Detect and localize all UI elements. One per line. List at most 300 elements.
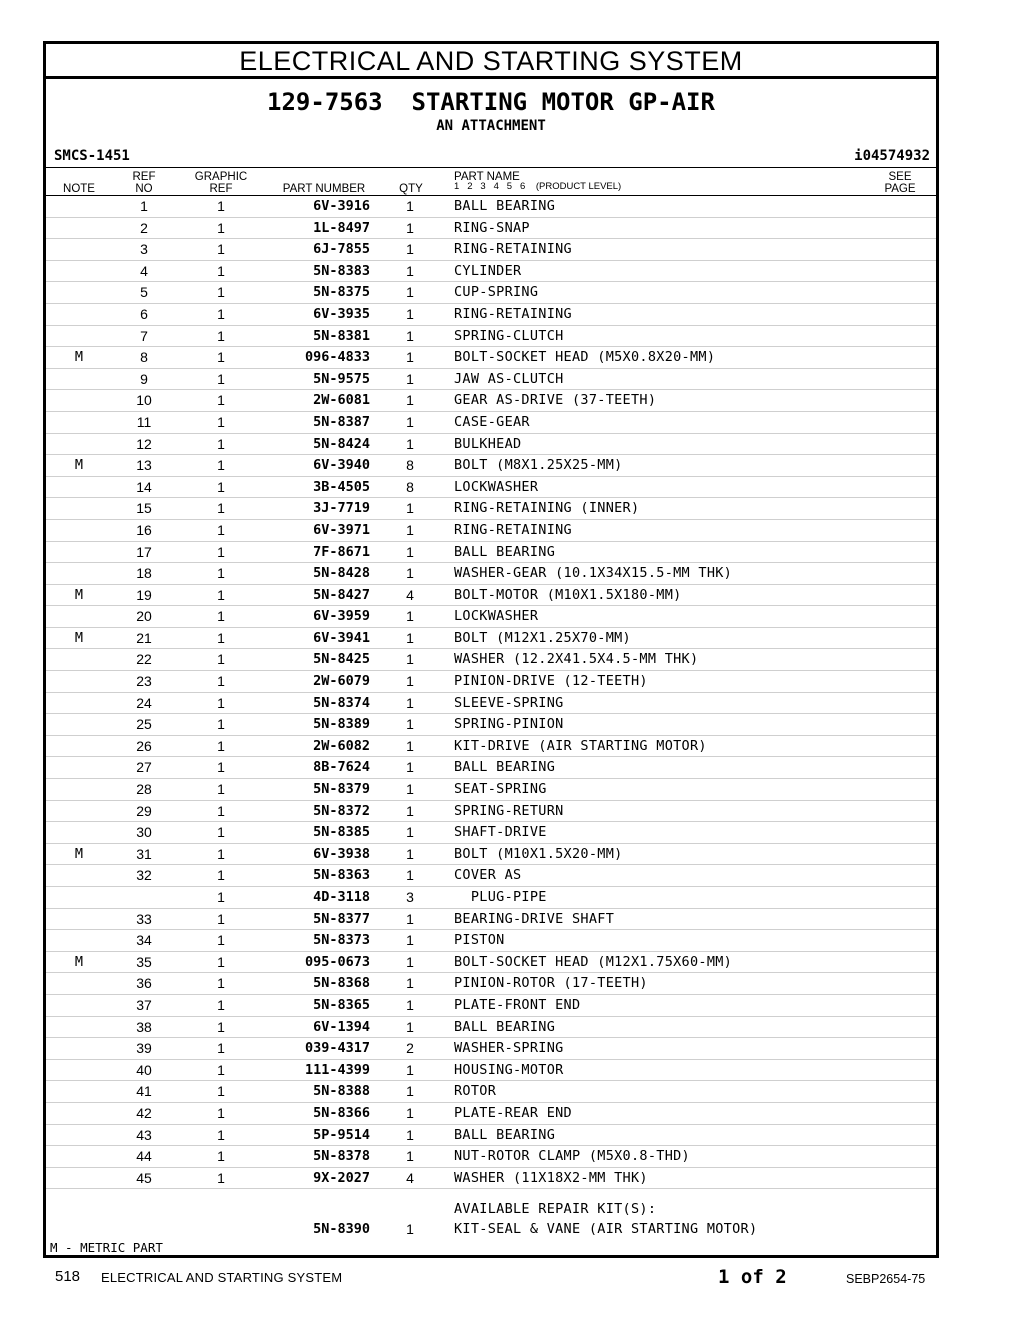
quantity-cell: 1: [406, 651, 414, 668]
part-number-cell: 5N-8368: [313, 975, 370, 992]
quantity-cell: 1: [406, 975, 414, 992]
quantity-cell: 1: [406, 716, 414, 733]
table-row: [46, 821, 936, 843]
table-row: [46, 1102, 936, 1124]
quantity-cell: 1: [406, 673, 414, 690]
part-name-cell: SPRING-RETURN: [454, 802, 564, 819]
col-part-number: PART NUMBER: [282, 183, 366, 195]
part-number-cell: 096-4833: [304, 349, 370, 366]
part-name-cell: PLATE-FRONT END: [454, 996, 581, 1013]
table-row: [46, 519, 936, 541]
quantity-cell: 1: [406, 241, 414, 258]
graphic-ref-cell: 1: [217, 781, 225, 798]
table-row: [46, 584, 936, 606]
part-name-cell: BOLT-MOTOR (M10X1.5X180-MM): [454, 586, 682, 603]
graphic-ref-cell: 1: [217, 824, 225, 841]
ref-number-cell: 21: [136, 629, 152, 646]
quantity-cell: 1: [406, 737, 414, 754]
quantity-cell: 1: [406, 1018, 414, 1035]
quantity-cell: 1: [406, 1083, 414, 1100]
footer-page-of: 1 of 2: [718, 1266, 787, 1288]
quantity-cell: 1: [406, 262, 414, 279]
ref-number-cell: 28: [136, 781, 152, 798]
part-number-cell: 5N-8379: [313, 781, 370, 798]
table-row: [46, 281, 936, 303]
ref-number-cell: 15: [136, 500, 152, 517]
part-number-cell: 5N-8377: [313, 910, 370, 927]
table-row: [46, 411, 936, 433]
col-graphic-ref-line2: REF: [209, 183, 233, 195]
part-name-cell: RING-SNAP: [454, 219, 530, 236]
parts-table: [46, 195, 936, 1241]
part-name-cell: BALL BEARING: [454, 198, 556, 214]
quantity-cell: 1: [406, 1148, 414, 1165]
spacer-row: [46, 1188, 936, 1199]
ref-number-cell: 2: [140, 219, 148, 236]
part-name-cell: BALL BEARING: [454, 759, 556, 776]
part-name-cell: BOLT (M12X1.25X70-MM): [454, 629, 631, 646]
part-name-cell: GEAR AS-DRIVE (37-TEETH): [454, 392, 657, 409]
table-row: [46, 713, 936, 735]
part-name-cell: SEAT-SPRING: [454, 781, 547, 798]
table-row: [46, 346, 936, 368]
ref-number-cell: 24: [136, 694, 152, 711]
part-number-cell: 039-4317: [304, 1040, 370, 1057]
part-name-cell: SPRING-PINION: [454, 716, 564, 733]
table-row: [46, 1145, 936, 1167]
graphic-ref-cell: 1: [217, 759, 225, 776]
quantity-cell: 1: [406, 349, 414, 366]
part-name-cell: RING-RETAINING (INNER): [454, 500, 640, 517]
smcs-code: SMCS-1451: [54, 148, 130, 164]
part-number-cell: 6J-7855: [313, 241, 370, 258]
ref-number-cell: 12: [136, 435, 152, 452]
graphic-ref-cell: 1: [217, 392, 225, 409]
table-row: [46, 476, 936, 498]
table-row: [46, 929, 936, 951]
ref-number-cell: 20: [136, 608, 152, 625]
ref-number-cell: 37: [136, 996, 152, 1013]
quantity-cell: 1: [406, 932, 414, 949]
part-number-cell: 5N-8424: [313, 435, 370, 452]
ref-number-cell: 9: [140, 370, 148, 387]
part-name-cell: BOLT (M8X1.25X25-MM): [454, 457, 623, 474]
part-name-cell: WASHER-SPRING: [454, 1040, 564, 1057]
graphic-ref-cell: 1: [217, 241, 225, 258]
table-row: [46, 886, 936, 908]
part-number-cell: 5N-8378: [313, 1148, 370, 1165]
repair-kit-row: [46, 1219, 936, 1241]
col-ref-line1: REF: [132, 171, 156, 183]
graphic-ref-cell: 1: [217, 198, 225, 214]
quantity-cell: 1: [406, 608, 414, 625]
graphic-ref-cell: 1: [217, 889, 225, 905]
ref-number-cell: 30: [136, 824, 152, 841]
footer-document-number: SEBP2654-75: [846, 1272, 926, 1286]
table-row: [46, 692, 936, 714]
graphic-ref-cell: 1: [217, 608, 225, 625]
quantity-cell: 1: [406, 413, 414, 430]
table-row: [46, 325, 936, 347]
header-divider: [46, 167, 936, 168]
part-name-cell: KIT-DRIVE (AIR STARTING MOTOR): [454, 737, 707, 754]
ref-number-cell: 16: [136, 521, 152, 538]
part-number-cell: 6V-1394: [313, 1018, 370, 1035]
quantity-cell: 1: [406, 629, 414, 646]
ref-number-cell: 13: [136, 457, 152, 474]
quantity-cell: 1: [406, 867, 414, 884]
ref-number-cell: 26: [136, 737, 152, 754]
part-name-cell: WASHER-GEAR (10.1X34X15.5-MM THK): [454, 565, 733, 582]
graphic-ref-cell: 1: [217, 1126, 225, 1143]
part-number-cell: 5N-8366: [313, 1104, 370, 1121]
part-name-cell: BOLT-SOCKET HEAD (M12X1.75X60-MM): [454, 953, 733, 970]
ref-number-cell: 6: [140, 305, 148, 322]
col-see-page-line1: SEE: [888, 171, 912, 183]
ref-number-cell: 43: [136, 1126, 152, 1143]
part-name-cell: PINION-DRIVE (12-TEETH): [454, 673, 648, 690]
part-name-cell: WASHER (11X18X2-MM THK): [454, 1169, 648, 1186]
quantity-cell: 1: [406, 781, 414, 798]
ref-number-cell: 34: [136, 932, 152, 949]
part-number-cell: 6V-3971: [313, 521, 370, 538]
quantity-cell: 1: [406, 802, 414, 819]
part-name-cell: BULKHEAD: [454, 435, 522, 452]
ref-number-cell: 25: [136, 716, 152, 733]
part-number-cell: 5N-8385: [313, 824, 370, 841]
graphic-ref-cell: 1: [217, 370, 225, 387]
graphic-ref-cell: 1: [217, 867, 225, 884]
graphic-ref-cell: 1: [217, 565, 225, 582]
table-row: [46, 1037, 936, 1059]
part-number-cell: 6V-3941: [313, 629, 370, 646]
part-number-cell: 5N-8425: [313, 651, 370, 668]
quantity-cell: 1: [406, 1061, 414, 1078]
part-number-cell: 6V-3959: [313, 608, 370, 625]
quantity-cell: 1: [406, 543, 414, 560]
part-name-cell: PINION-ROTOR (17-TEETH): [454, 975, 648, 992]
note-cell: M: [74, 586, 84, 603]
part-number-cell: 9X-2027: [313, 1169, 370, 1186]
graphic-ref-cell: 1: [217, 543, 225, 560]
graphic-ref-cell: 1: [217, 910, 225, 927]
table-row: [46, 864, 936, 886]
quantity-cell: 2: [406, 1040, 414, 1057]
graphic-ref-cell: 1: [217, 586, 225, 603]
graphic-ref-cell: 1: [217, 802, 225, 819]
part-number-cell: 5N-8365: [313, 996, 370, 1013]
part-name-cell: CUP-SPRING: [454, 284, 539, 301]
quantity-cell: 1: [406, 694, 414, 711]
graphic-ref-cell: 1: [217, 478, 225, 495]
col-product-levels: 1 2 3 4 5 6 (PRODUCT LEVEL): [454, 181, 622, 192]
graphic-ref-cell: 1: [217, 349, 225, 366]
part-name-cell: SPRING-CLUTCH: [454, 327, 564, 344]
ref-number-cell: 29: [136, 802, 152, 819]
part-name-cell: COVER AS: [454, 867, 522, 884]
part-number-cell: 5N-8374: [313, 694, 370, 711]
col-note: NOTE: [63, 183, 95, 195]
ref-number-cell: 19: [136, 586, 152, 603]
part-name-cell: LOCKWASHER: [454, 608, 539, 625]
quantity-cell: 1: [406, 198, 414, 214]
part-number-cell: 6V-3916: [313, 198, 370, 214]
graphic-ref-cell: 1: [217, 284, 225, 301]
graphic-ref-cell: 1: [217, 1061, 225, 1078]
col-part-name: PART NAME: [454, 171, 520, 183]
quantity-cell: 1: [406, 1126, 414, 1143]
part-name-cell: WASHER (12.2X41.5X4.5-MM THK): [454, 651, 699, 668]
table-row: [46, 648, 936, 670]
footer-section-name: ELECTRICAL AND STARTING SYSTEM: [101, 1270, 343, 1285]
table-row: [46, 756, 936, 778]
quantity-cell: 1: [406, 759, 414, 776]
part-number-cell: 6V-3938: [313, 845, 370, 862]
quantity-cell: 8: [406, 457, 414, 474]
quantity-cell: 8: [406, 478, 414, 495]
part-name-cell: BOLT (M10X1.5X20-MM): [454, 845, 623, 862]
repair-kits-heading-row: [46, 1199, 936, 1219]
graphic-ref-cell: 1: [217, 327, 225, 344]
table-row: [46, 972, 936, 994]
ref-number-cell: 18: [136, 565, 152, 582]
ref-number-cell: 32: [136, 867, 152, 884]
quantity-cell: 3: [406, 889, 414, 905]
table-row: [46, 433, 936, 455]
quantity-cell: 1: [406, 996, 414, 1013]
note-cell: M: [74, 457, 84, 474]
table-row: [46, 562, 936, 584]
graphic-ref-cell: 1: [217, 716, 225, 733]
quantity-cell: 1: [406, 370, 414, 387]
graphic-ref-cell: 1: [217, 1104, 225, 1121]
table-row: [46, 1080, 936, 1102]
quantity-cell: 1: [406, 435, 414, 452]
ref-number-cell: 4: [140, 262, 148, 279]
ref-number-cell: 33: [136, 910, 152, 927]
quantity-cell: 1: [406, 500, 414, 517]
graphic-ref-cell: 1: [217, 694, 225, 711]
note-cell: M: [74, 845, 84, 862]
ref-number-cell: 11: [136, 413, 152, 430]
table-row: [46, 541, 936, 563]
quantity-cell: 1: [406, 845, 414, 862]
quantity-cell: 1: [406, 824, 414, 841]
graphic-ref-cell: 1: [217, 932, 225, 949]
quantity-cell: 1: [406, 953, 414, 970]
part-number-cell: 5N-8372: [313, 802, 370, 819]
document-title: 129-7563 STARTING MOTOR GP-AIR: [267, 88, 715, 116]
graphic-ref-cell: 1: [217, 737, 225, 754]
ref-number-cell: 45: [136, 1169, 152, 1186]
part-name-cell: RING-RETAINING: [454, 241, 572, 258]
graphic-ref-cell: 1: [217, 1169, 225, 1186]
col-graphic-ref-line1: GRAPHIC: [194, 171, 248, 183]
part-name-cell: SHAFT-DRIVE: [454, 824, 547, 841]
ref-number-cell: 5: [140, 284, 148, 301]
table-row: [46, 1167, 936, 1189]
part-name-cell: RING-RETAINING: [454, 305, 572, 322]
table-row: [46, 605, 936, 627]
ref-number-cell: 27: [136, 759, 152, 776]
table-row: [46, 1059, 936, 1081]
quantity-cell: 1: [406, 1104, 414, 1121]
graphic-ref-cell: 1: [217, 219, 225, 236]
graphic-ref-cell: 1: [217, 1083, 225, 1100]
table-row: [46, 627, 936, 649]
document-identifier: i04574932: [854, 148, 930, 164]
col-ref-line2: NO: [135, 183, 153, 195]
table-row: [46, 670, 936, 692]
quantity-cell: 1: [406, 392, 414, 409]
quantity-cell: 1: [406, 284, 414, 301]
ref-number-cell: 14: [136, 478, 152, 495]
part-number-cell: 5N-8427: [313, 586, 370, 603]
part-number-cell: 8B-7624: [313, 759, 370, 776]
part-name-cell: NUT-ROTOR CLAMP (M5X0.8-THD): [454, 1148, 690, 1165]
part-number-cell: 5N-8381: [313, 327, 370, 344]
ref-number-cell: 7: [140, 327, 148, 344]
parts-page-frame: [43, 41, 939, 1258]
ref-number-cell: 8: [140, 349, 148, 366]
graphic-ref-cell: 1: [217, 651, 225, 668]
quantity-cell: 1: [406, 327, 414, 344]
table-row: [46, 238, 936, 260]
table-row: [46, 303, 936, 325]
quantity-cell: 1: [406, 219, 414, 236]
table-row: [46, 908, 936, 930]
quantity-cell: 4: [406, 586, 414, 603]
ref-number-cell: 44: [136, 1148, 152, 1165]
part-number-cell: 5P-9514: [313, 1126, 370, 1143]
part-name-cell: BEARING-DRIVE SHAFT: [454, 910, 615, 927]
repair-kits-heading: AVAILABLE REPAIR KIT(S):: [454, 1201, 657, 1218]
table-row: [46, 994, 936, 1016]
part-number-cell: 5N-9575: [313, 370, 370, 387]
part-number-cell: 5N-8389: [313, 716, 370, 733]
graphic-ref-cell: 1: [217, 500, 225, 517]
part-number-cell: 5N-8383: [313, 262, 370, 279]
graphic-ref-cell: 1: [217, 629, 225, 646]
part-name-cell: PISTON: [454, 932, 505, 949]
part-number-cell: 5N-8387: [313, 413, 370, 430]
part-name-cell: KIT-SEAL & VANE (AIR STARTING MOTOR): [454, 1221, 758, 1238]
document-subtitle: AN ATTACHMENT: [436, 118, 546, 134]
graphic-ref-cell: 1: [217, 975, 225, 992]
ref-number-cell: 42: [136, 1104, 152, 1121]
table-row: [46, 368, 936, 390]
note-cell: M: [74, 349, 84, 366]
part-number-cell: 3J-7719: [313, 500, 370, 517]
ref-number-cell: 10: [136, 392, 152, 409]
footer-page-number: 518: [55, 1268, 81, 1285]
graphic-ref-cell: 1: [217, 953, 225, 970]
part-name-cell: PLUG-PIPE: [454, 889, 547, 905]
table-row: [46, 195, 936, 217]
part-number-cell: 7F-8671: [313, 543, 370, 560]
part-number-cell: 4D-3118: [313, 889, 370, 905]
part-number-cell: 095-0673: [304, 953, 370, 970]
ref-number-cell: 31: [136, 845, 152, 862]
quantity-cell: 1: [406, 521, 414, 538]
part-number-cell: 5N-8363: [313, 867, 370, 884]
ref-number-cell: 17: [136, 543, 152, 560]
ref-number-cell: 36: [136, 975, 152, 992]
part-number-cell: 5N-8373: [313, 932, 370, 949]
ref-number-cell: 22: [136, 651, 152, 668]
part-number-cell: 5N-8388: [313, 1083, 370, 1100]
part-name-cell: BOLT-SOCKET HEAD (M5X0.8X20-MM): [454, 349, 716, 366]
part-number-cell: 6V-3940: [313, 457, 370, 474]
graphic-ref-cell: 1: [217, 1148, 225, 1165]
table-row: [46, 735, 936, 757]
ref-number-cell: 39: [136, 1040, 152, 1057]
table-row: [46, 389, 936, 411]
part-number-cell: 1L-8497: [313, 219, 370, 236]
graphic-ref-cell: 1: [217, 305, 225, 322]
ref-number-cell: 3: [140, 241, 148, 258]
table-row: [46, 843, 936, 865]
part-number-cell: 2W-6079: [313, 673, 370, 690]
part-name-cell: JAW AS-CLUTCH: [454, 370, 564, 387]
part-number-cell: 5N-8428: [313, 565, 370, 582]
note-cell: M: [74, 953, 84, 970]
ref-number-cell: 40: [136, 1061, 152, 1078]
table-row: [46, 454, 936, 476]
table-row: [46, 217, 936, 239]
table-row: [46, 1016, 936, 1038]
part-number-cell: 5N-8375: [313, 284, 370, 301]
table-row: [46, 800, 936, 822]
table-row: [46, 1124, 936, 1146]
ref-number-cell: 1: [140, 198, 148, 214]
table-row: [46, 778, 936, 800]
part-name-cell: BALL BEARING: [454, 543, 556, 560]
note-cell: M: [74, 629, 84, 646]
quantity-cell: 1: [406, 305, 414, 322]
part-name-cell: SLEEVE-SPRING: [454, 694, 564, 711]
graphic-ref-cell: 1: [217, 845, 225, 862]
part-name-cell: ROTOR: [454, 1083, 497, 1100]
graphic-ref-cell: 1: [217, 673, 225, 690]
part-name-cell: RING-RETAINING: [454, 521, 572, 538]
table-row: [46, 951, 936, 973]
part-number-cell: 111-4399: [304, 1061, 370, 1078]
part-number-cell: 2W-6082: [313, 737, 370, 754]
part-name-cell: CYLINDER: [454, 262, 522, 279]
graphic-ref-cell: 1: [217, 262, 225, 279]
graphic-ref-cell: 1: [217, 521, 225, 538]
quantity-cell: 1: [406, 910, 414, 927]
col-see-page-line2: PAGE: [884, 183, 916, 195]
graphic-ref-cell: 1: [217, 1040, 225, 1057]
ref-number-cell: 23: [136, 673, 152, 690]
ref-number-cell: 41: [136, 1083, 152, 1100]
graphic-ref-cell: 1: [217, 413, 225, 430]
quantity-cell: 4: [406, 1169, 414, 1186]
table-row: [46, 260, 936, 282]
part-name-cell: PLATE-REAR END: [454, 1104, 572, 1121]
col-qty: QTY: [399, 183, 423, 195]
part-name-cell: BALL BEARING: [454, 1126, 556, 1143]
quantity-cell: 1: [406, 565, 414, 582]
part-name-cell: HOUSING-MOTOR: [454, 1061, 564, 1078]
part-number-cell: 6V-3935: [313, 305, 370, 322]
part-name-cell: CASE-GEAR: [454, 413, 530, 430]
part-number-cell: 3B-4505: [313, 478, 370, 495]
graphic-ref-cell: 1: [217, 1018, 225, 1035]
section-title: ELECTRICAL AND STARTING SYSTEM: [46, 44, 936, 79]
